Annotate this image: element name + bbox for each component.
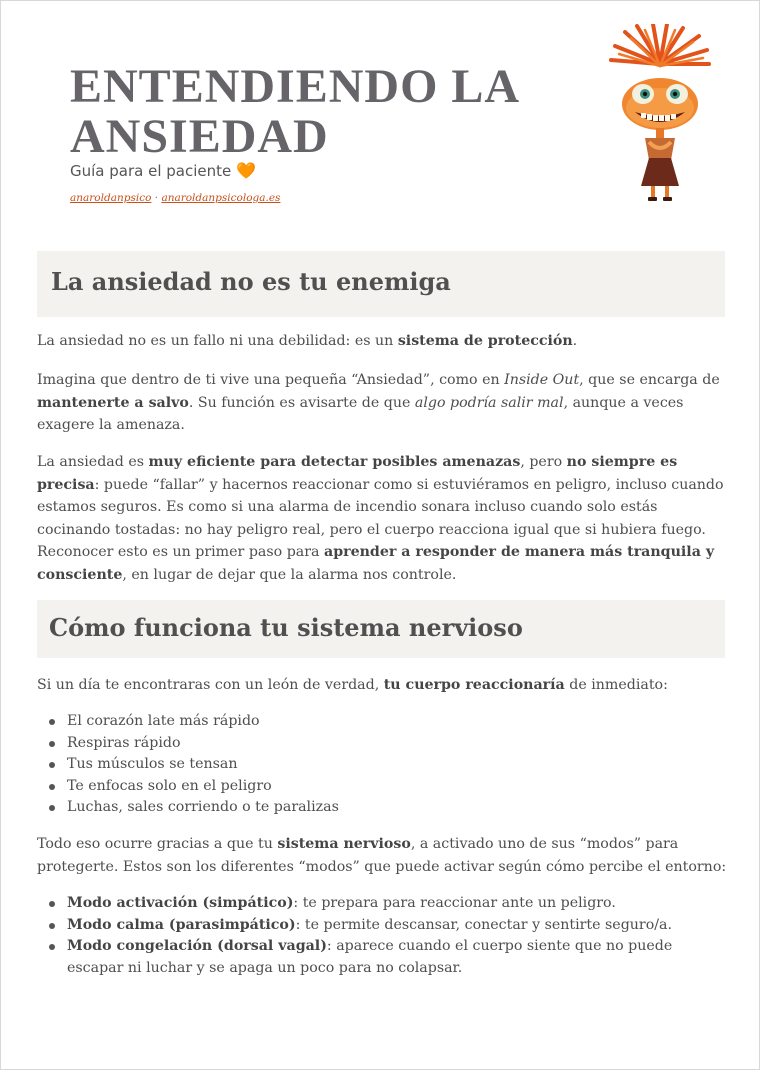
mode-description: : te permite descansar, conectar y sentirte seguro/a. — [295, 916, 672, 933]
social-links — [70, 192, 280, 204]
reactions-list — [37, 711, 727, 819]
text: . Su función es avisarte de que — [188, 394, 415, 411]
list-item — [37, 893, 727, 915]
list-item: Luchas, sales corriendo o te paralizas — [37, 797, 727, 819]
list-item — [37, 915, 727, 937]
bold-text: muy eficiente para detectar posibles amenazas — [148, 454, 521, 470]
instagram-link[interactable]: anaroldanpsico — [70, 192, 152, 204]
mode-name: Modo calma (parasimpático) — [67, 916, 296, 933]
anxiety-character-icon — [605, 24, 715, 202]
mode-name: Modo congelación (dorsal vagal) — [67, 938, 327, 954]
text: , pero — [520, 454, 567, 470]
text: Si un día te encontraras con un león de verdad, — [37, 677, 384, 693]
section-header-1 — [37, 251, 725, 317]
bold-text: sistema nervioso — [277, 836, 411, 852]
list-item: Te enfocas solo en el peligro — [37, 776, 727, 798]
paragraph-5 — [37, 833, 727, 878]
text: , que se encarga de — [579, 372, 720, 388]
paragraph-2 — [37, 369, 727, 437]
list-item — [37, 936, 727, 979]
subtitle — [70, 161, 256, 180]
text: , a activado uno de sus “modos” para protegerte. Estos son los diferentes “modos” que puede activar según cómo percibe el entorno: — [37, 836, 727, 875]
heart-icon: 🧡 — [236, 161, 256, 180]
bold-text: mantenerte a salvo — [37, 394, 189, 411]
text: . — [572, 333, 578, 349]
text: La ansiedad no es un fallo ni una debilidad: es un — [37, 333, 398, 349]
italic-text: algo podría salir mal — [414, 394, 564, 411]
list-item: Respiras rápido — [37, 733, 727, 755]
text: Imagina que dentro de ti vive una pequeña “Ansiedad”, como en — [37, 372, 505, 388]
bold-text: sistema de protección — [397, 333, 573, 349]
section-header-2 — [37, 600, 725, 658]
list-item: El corazón late más rápido — [37, 711, 727, 733]
website-link[interactable]: anaroldanpsicologa.es — [161, 192, 281, 204]
modes-list — [37, 893, 727, 979]
title-line-2: ANSIEDAD — [70, 110, 329, 163]
bold-text: tu cuerpo reaccionaría — [383, 677, 565, 693]
text: , en lugar de dejar que la alarma nos controle. — [122, 566, 457, 583]
bold-text: no siempre es precisa — [37, 454, 678, 493]
text: : puede “fallar” y hacernos reaccionar como si estuviéramos en peligro, incluso cuando estamos seguros. Es como si una alarma de incendio sonara incluso cuando solo estás cocinando tostadas: no hay peligro real, pero el cuerpo reacciona igual que si hubiera fuego. Reconocer esto es un primer paso para — [37, 476, 724, 560]
link-separator: · — [154, 192, 159, 204]
text: La ansiedad es — [37, 454, 149, 470]
paragraph-3 — [37, 451, 727, 586]
text: de inmediato: — [564, 677, 668, 693]
page-title — [70, 62, 590, 162]
text: Todo eso ocurre gracias a que tu — [37, 836, 278, 852]
subtitle-text: Guía para el paciente — [70, 162, 232, 180]
paragraph-4 — [37, 674, 727, 697]
section-heading-2: Cómo funciona tu sistema nervioso — [49, 613, 523, 642]
mode-description: : te prepara para reaccionar ante un peligro. — [293, 895, 616, 911]
italic-text: Inside Out — [504, 372, 580, 388]
title-line-1: ENTENDIENDO LA — [70, 60, 521, 113]
list-item: Tus músculos se tensan — [37, 754, 727, 776]
paragraph-1 — [37, 330, 727, 353]
bold-text: aprender a responder de manera más tranquila y consciente — [37, 544, 715, 583]
mode-description: : aparece cuando el cuerpo siente que no puede escapar ni luchar y se apaga un poco para no colapsar. — [67, 938, 673, 976]
section-heading-1: La ansiedad no es tu enemiga — [51, 267, 451, 296]
mode-name: Modo activación (simpático) — [67, 895, 294, 911]
text: , aunque a veces exagere la amenaza. — [37, 394, 684, 433]
